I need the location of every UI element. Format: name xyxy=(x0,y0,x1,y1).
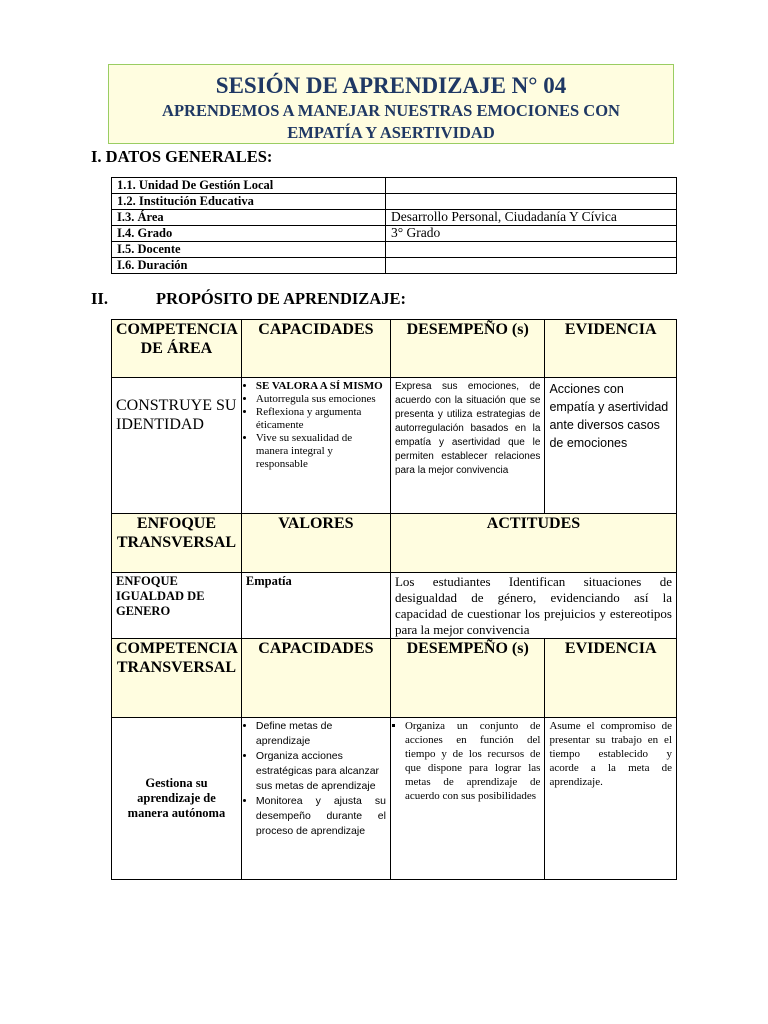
evidencia-value: Acciones con empatía y asertividad ante diversos casos de emociones xyxy=(545,378,677,514)
list-item: • SE VALORA A SÍ MISMO xyxy=(256,380,386,393)
datos-value: 3° Grado xyxy=(386,226,677,242)
header-capacidades-transversal: CAPACIDADES xyxy=(241,639,390,718)
table-row xyxy=(112,178,677,194)
datos-label: I.5. Docente xyxy=(112,242,386,258)
enfoque-value: ENFOQUE IGUALDAD DE GENERO xyxy=(112,573,242,639)
section-proposito: PROPÓSITO DE APRENDIZAJE: xyxy=(156,289,406,308)
header-desempeno-transversal: DESEMPEÑO (s) xyxy=(390,639,545,718)
table-row xyxy=(112,210,677,226)
list-item: • Vive su sexualidad de manera integral y responsable xyxy=(256,432,386,471)
list-item: ▪ Organiza un conjunto de acciones en función del tiempo y de los recursos de que dispone para lograr las metas de aprendizaje de acuerdo con sus posibilidades xyxy=(405,719,541,803)
datos-generales-table xyxy=(111,177,677,274)
title-box xyxy=(108,64,674,144)
datos-value xyxy=(386,258,677,274)
list-item: • Autorregula sus emociones xyxy=(256,393,386,406)
session-subtitle-line2: EMPATÍA Y ASERTIVIDAD xyxy=(287,123,495,142)
header-evidencia: EVIDENCIA xyxy=(545,320,677,378)
session-subtitle-line1: APRENDEMOS A MANEJAR NUESTRAS EMOCIONES CON xyxy=(162,101,620,120)
datos-value xyxy=(386,194,677,210)
table-row xyxy=(112,378,677,514)
table-row xyxy=(112,718,677,880)
desempeno-transversal-cell xyxy=(390,718,545,880)
list-item: • Define metas de aprendizaje xyxy=(256,719,386,749)
table-row xyxy=(112,258,677,274)
header-competencia-transversal: COMPETENCIA TRANSVERSAL xyxy=(112,639,242,718)
header-row-competencia-area xyxy=(112,320,677,378)
datos-value xyxy=(386,178,677,194)
datos-label: 1.1. Unidad De Gestión Local xyxy=(112,178,386,194)
valor-value: Empatía xyxy=(241,573,390,639)
datos-value xyxy=(386,242,677,258)
datos-label: I.3. Área xyxy=(112,210,386,226)
list-item: • Monitorea y ajusta su desempeño durante el proceso de aprendizaje xyxy=(256,794,386,839)
evidencia-transversal-value: Asume el compromiso de presentar su trabajo en el tiempo establecido y acorde a la meta de aprendizaje. xyxy=(545,718,677,880)
header-row-enfoque xyxy=(112,514,677,573)
proposito-table xyxy=(111,319,677,880)
table-row xyxy=(112,242,677,258)
datos-label: I.4. Grado xyxy=(112,226,386,242)
section-datos-generales: I. DATOS GENERALES: xyxy=(91,147,273,166)
header-desempeno: DESEMPEÑO (s) xyxy=(390,320,545,378)
table-row xyxy=(112,226,677,242)
header-actitudes: ACTITUDES xyxy=(390,514,676,573)
capacidades-list xyxy=(241,378,390,514)
header-enfoque-transversal: ENFOQUE TRANSVERSAL xyxy=(112,514,242,573)
header-evidencia-transversal: EVIDENCIA xyxy=(545,639,677,718)
header-capacidades: CAPACIDADES xyxy=(241,320,390,378)
table-row xyxy=(112,573,677,639)
list-item: • Organiza acciones estratégicas para alcanzar sus metas de aprendizaje xyxy=(256,749,386,794)
desempeno-value: Expresa sus emociones, de acuerdo con la situación que se presenta y utiliza estrategias de autorregulación basados en la empatía y asertividad que le permiten establecer relaciones para la mejor convivencia xyxy=(390,378,545,514)
datos-value: Desarrollo Personal, Ciudadanía Y Cívica xyxy=(386,210,677,226)
table-row xyxy=(112,194,677,210)
list-item: • Reflexiona y argumenta éticamente xyxy=(256,406,386,432)
competencia-area-value: CONSTRUYE SU IDENTIDAD xyxy=(112,378,242,514)
session-title: SESIÓN DE APRENDIZAJE N° 04 xyxy=(215,73,567,98)
actitud-value: Los estudiantes Identifican situaciones de desigualdad de género, evidenciando así la capacidad de cuestionar los prejuicios y estereotipos para la mejor convivencia xyxy=(390,573,676,639)
datos-label: 1.2. Institución Educativa xyxy=(112,194,386,210)
datos-label: I.6. Duración xyxy=(112,258,386,274)
header-row-competencia-transversal xyxy=(112,639,677,718)
header-valores: VALORES xyxy=(241,514,390,573)
capacidades-transversal-list xyxy=(241,718,390,880)
competencia-transversal-value: Gestiona su aprendizaje de manera autónoma xyxy=(112,718,242,880)
header-competencia-area: COMPETENCIA DE ÁREA xyxy=(112,320,242,378)
section-proposito-number: II. xyxy=(91,289,108,308)
